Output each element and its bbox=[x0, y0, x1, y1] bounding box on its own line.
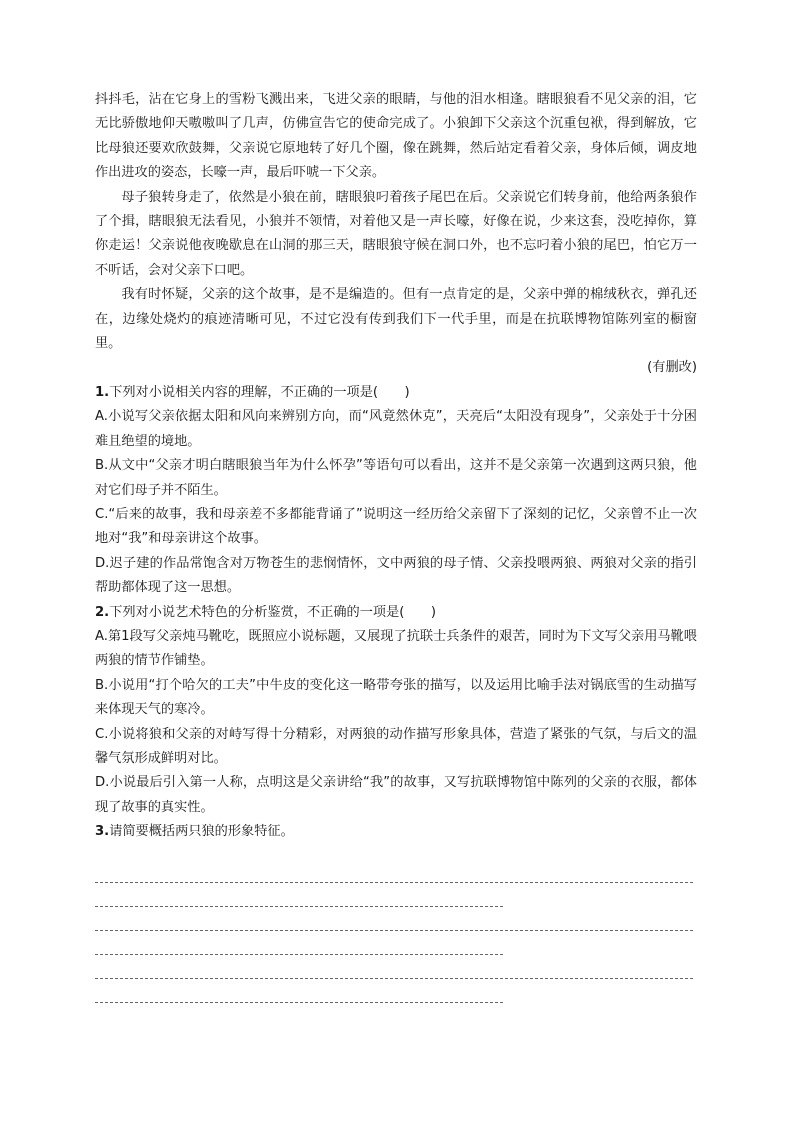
question-3 bbox=[95, 820, 697, 844]
source-note: (有删改) bbox=[647, 360, 697, 376]
question-1-option-b: B.从文中“父亲才明白瞎眼狼当年为什么怀孕”等语句可以看出，这并不是父亲第一次遇到这两只狼，他对它们母子并不陌生。 bbox=[95, 458, 697, 498]
question-1-option-c: C.“后来的故事，我和母亲差不多都能背诵了”说明这一经历给父亲留下了深刻的记忆，父亲曾不止一次地对“我”和母亲讲这个故事。 bbox=[95, 506, 697, 547]
question-1-option-a: A.小说写父亲依据太阳和风向来辨别方向，而“风竟然休克”，天亮后“太阳没有现身”，父亲处于十分困难且绝望的境地。 bbox=[95, 409, 697, 449]
question-3-number: 3. bbox=[95, 824, 110, 840]
passage-paragraph-3: 我有时怀疑，父亲的这个故事，是不是编造的。但有一点肯定的是，父亲中弹的棉绒秋衣，弹孔还在，边缘处烧灼的痕迹清晰可见，不过它没有传到我们下一代手里，而是在抗联博物馆陈列室的橱窗里。 bbox=[95, 287, 697, 352]
question-2-stem: 下列对小说艺术特色的分析鉴赏，不正确的一项是( ) bbox=[109, 604, 436, 620]
question-2-option-d: D.小说最后引入第一人称，点明这是父亲讲给“我”的故事，又写抗联博物馆中陈列的父亲的衣服，都体现了故事的真实性。 bbox=[95, 775, 697, 815]
answer-line[interactable] bbox=[95, 955, 693, 979]
answer-line[interactable] bbox=[95, 859, 693, 883]
answer-area[interactable] bbox=[95, 859, 697, 1003]
question-2-number: 2. bbox=[95, 604, 110, 620]
question-3-stem: 请简要概括两只狼的形象特征。 bbox=[109, 824, 294, 840]
answer-line[interactable] bbox=[95, 931, 503, 955]
answer-line[interactable] bbox=[95, 907, 693, 931]
question-2-option-a: A.第1段写父亲炖马靴吃，既照应小说标题，又展现了抗联士兵条件的艰苦，同时为下文写父亲用马靴喂两狼的情节作铺垫。 bbox=[95, 628, 697, 669]
passage-paragraph-2: 母子狼转身走了，依然是小狼在前，瞎眼狼叼着孩子尾巴在后。父亲说它们转身前，他给两条狼作了个揖，瞎眼狼无法看见，小狼并不领情，对着他又是一声长嚎，好像在说，少来这套，没吃掉你，算你走运！父亲说他夜晚歇息在山洞的那三天，瞎眼狼守候在洞口外，也不忘叼着小狼的尾巴，怕它万一不听话，会对父亲下口吧。 bbox=[95, 189, 697, 278]
question-1-option-d: D.迟子建的作品常饱含对万物苍生的悲悯情怀，文中两狼的母子情、父亲投喂两狼、两狼对父亲的指引帮助都体现了这一思想。 bbox=[95, 555, 697, 596]
question-1 bbox=[95, 381, 697, 405]
answer-line[interactable] bbox=[95, 883, 503, 907]
question-2-option-c: C.小说将狼和父亲的对峙写得十分精彩，对两狼的动作描写形象具体，营造了紧张的气氛，与后文的温馨气氛形成鲜明对比。 bbox=[95, 726, 697, 766]
question-2-option-b: B.小说用“打个哈欠的工夫”中牛皮的变化这一略带夸张的描写，以及运用比喻手法对锅底雪的生动描写来体现天气的寒冷。 bbox=[95, 677, 697, 718]
document-page bbox=[95, 88, 697, 1003]
question-1-number: 1. bbox=[95, 384, 110, 400]
question-2 bbox=[95, 601, 697, 625]
passage-paragraph-1: 抖抖毛，沾在它身上的雪粉飞溅出来，飞进父亲的眼睛，与他的泪水相逢。瞎眼狼看不见父亲的泪，它无比骄傲地仰天嗷嗷叫了几声，仿佛宣告它的使命完成了。小狼卸下父亲这个沉重包袱，得到解放，它比母狼还要欢欣鼓舞，父亲说它原地转了好几个圈，像在跳舞，然后站定看着父亲，身体后倾，调皮地作出进攻的姿态，长嚎一声，最后吓唬一下父亲。 bbox=[95, 92, 697, 181]
question-1-stem: 下列对小说相关内容的理解，不正确的一项是( ) bbox=[109, 384, 410, 400]
answer-line[interactable] bbox=[95, 979, 503, 1003]
